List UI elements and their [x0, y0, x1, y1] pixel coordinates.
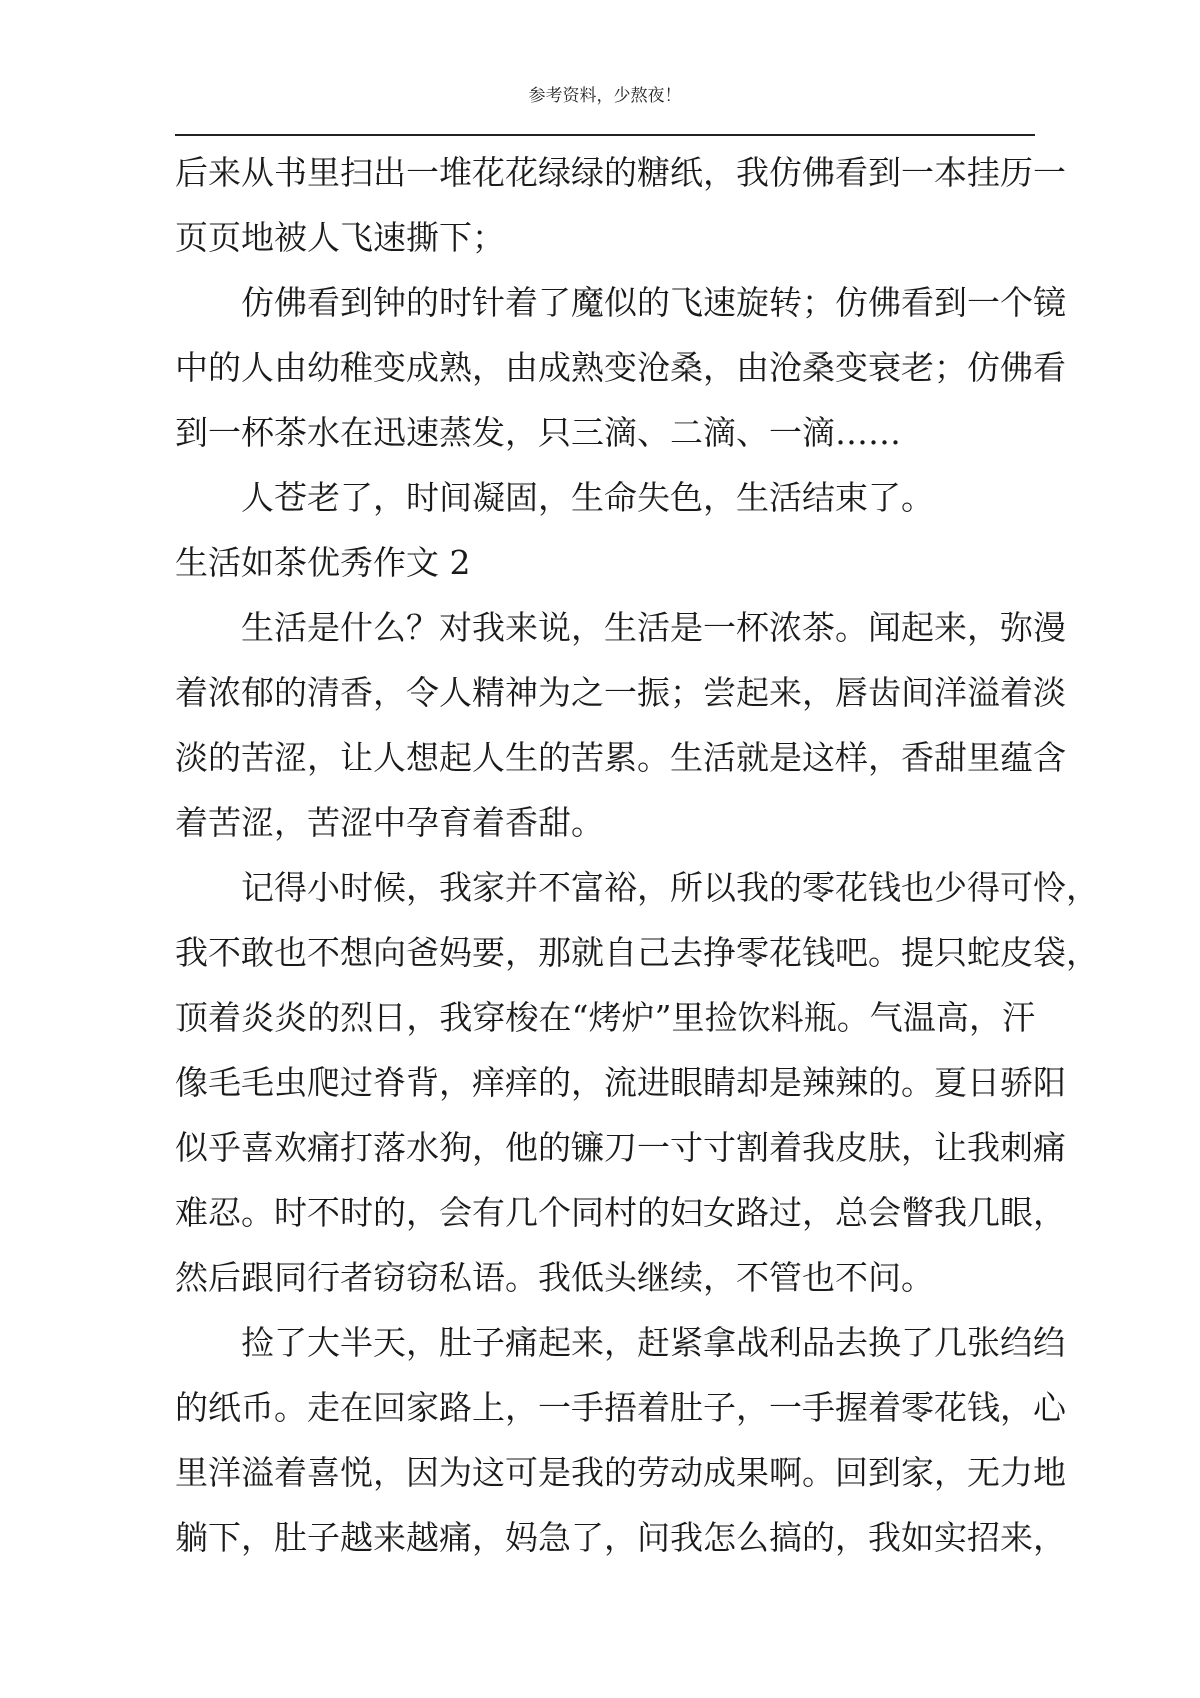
text-line: 页页地被人飞速撕下；: [175, 218, 505, 257]
text-line: 像毛毛虫爬过脊背，痒痒的，流进眼睛却是辣辣的。夏日骄阳: [175, 1063, 1066, 1102]
header-divider: [175, 134, 1035, 136]
text-line: 我不敢也不想向爸妈要，那就自己去挣零花钱吧。提只蛇皮袋，: [175, 933, 1099, 972]
text-line: 人苍老了，时间凝固，生命失色，生活结束了。: [241, 478, 934, 517]
text-line: 躺下，肚子越来越痛，妈急了，问我怎么搞的，我如实招来，: [175, 1518, 1066, 1557]
text-line: 捡了大半天，肚子痛起来，赶紧拿战利品去换了几张绉绉: [241, 1323, 1066, 1362]
text-line: 着浓郁的清香，令人精神为之一振；尝起来，唇齿间洋溢着淡: [175, 673, 1066, 712]
text-line: 记得小时候，我家并不富裕，所以我的零花钱也少得可怜，: [241, 868, 1099, 907]
text-line: 然后跟同行者窃窃私语。我低头继续，不管也不问。: [175, 1258, 934, 1297]
document-body: [175, 140, 1099, 1570]
text-line: 中的人由幼稚变成熟，由成熟变沧桑，由沧桑变衰老；仿佛看: [175, 348, 1066, 387]
text-line: 生活是什么？对我来说，生活是一杯浓茶。闻起来，弥漫: [241, 608, 1066, 647]
text-line: 生活如茶优秀作文 2: [175, 543, 471, 582]
text-line: 顶着炎炎的烈日，我穿梭在“烤炉”里捡饮料瓶。气温高，汗: [175, 998, 1035, 1037]
text-line: 仿佛看到钟的时针着了魔似的飞速旋转；仿佛看到一个镜: [241, 283, 1066, 322]
text-line: 里洋溢着喜悦，因为这可是我的劳动成果啊。回到家，无力地: [175, 1453, 1066, 1492]
text-line: 后来从书里扫出一堆花花绿绿的糖纸，我仿佛看到一本挂历一: [175, 153, 1066, 192]
text-line: 淡的苦涩，让人想起人生的苦累。生活就是这样，香甜里蕴含: [175, 738, 1066, 777]
text-line: 到一杯茶水在迅速蒸发，只三滴、二滴、一滴……: [175, 413, 901, 452]
page-header: 参考资料，少熬夜！: [528, 86, 682, 106]
text-line: 的纸币。走在回家路上，一手捂着肚子，一手握着零花钱，心: [175, 1388, 1066, 1427]
text-line: 着苦涩，苦涩中孕育着香甜。: [175, 803, 604, 842]
text-line: 难忍。时不时的，会有几个同村的妇女路过，总会瞥我几眼，: [175, 1193, 1066, 1232]
text-line: 似乎喜欢痛打落水狗，他的镰刀一寸寸割着我皮肤，让我刺痛: [175, 1128, 1066, 1167]
